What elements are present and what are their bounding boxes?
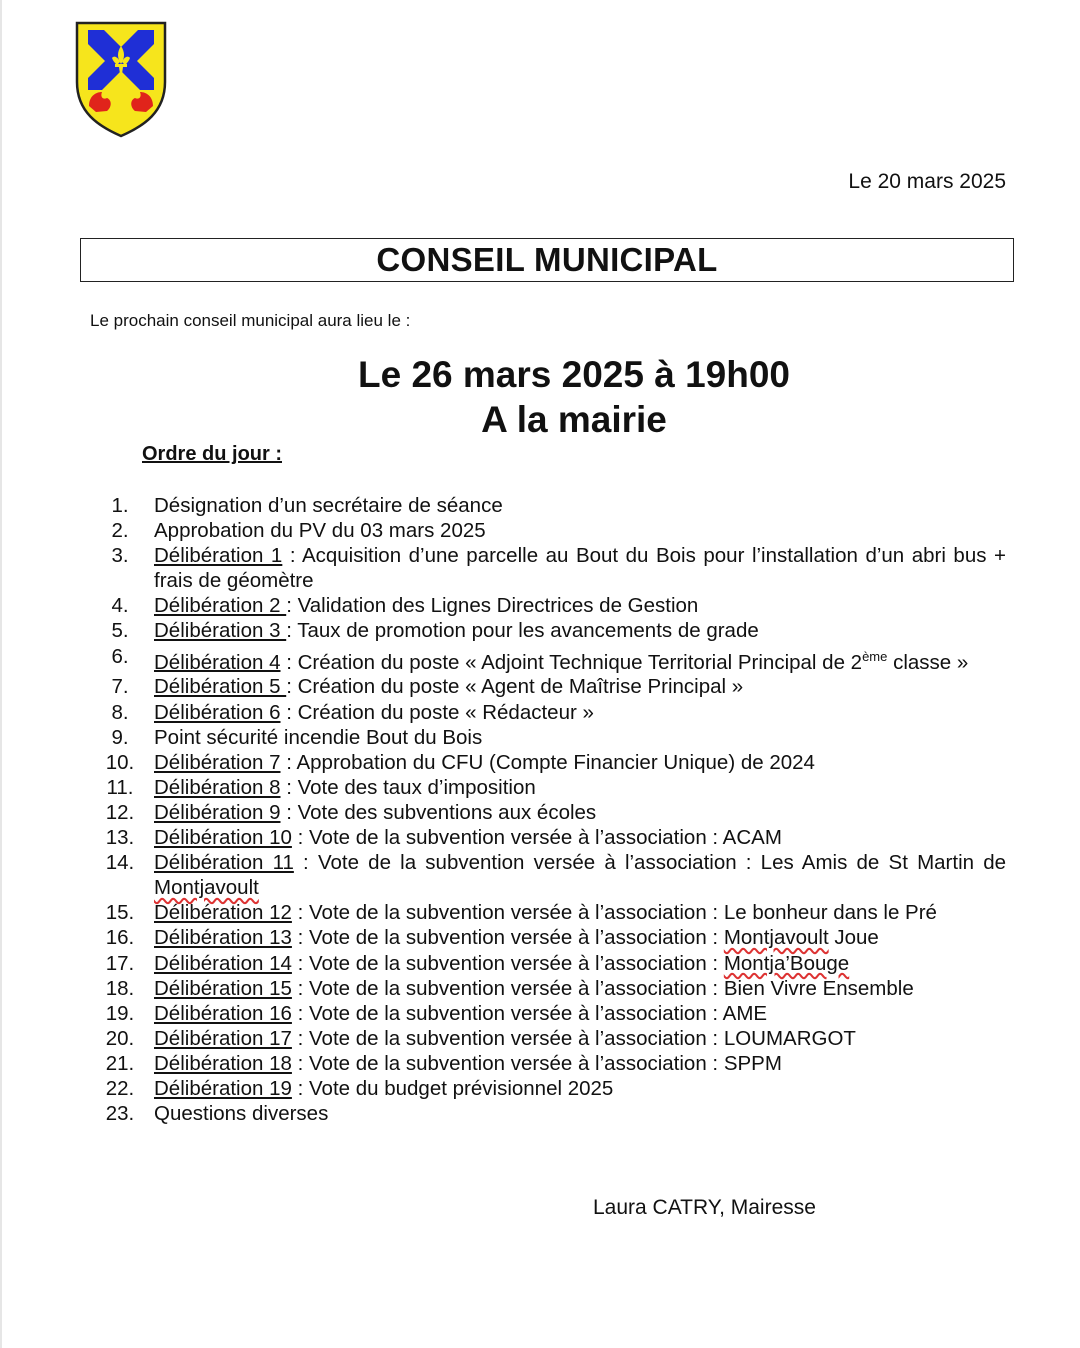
agenda-item-number: 19. bbox=[105, 1001, 135, 1025]
agenda-item-number: 20. bbox=[105, 1026, 135, 1050]
intro-text: Le prochain conseil municipal aura lieu le : bbox=[90, 311, 411, 330]
agenda-item-text: Vote de la subvention versée à l’association : Le bonheur dans le Pré bbox=[309, 901, 937, 925]
agenda-item-separator: : bbox=[291, 1076, 309, 1100]
agenda-item bbox=[100, 493, 1006, 518]
agenda-item-separator: : bbox=[282, 544, 302, 568]
agenda-item-separator: : bbox=[280, 700, 298, 724]
agenda-item bbox=[100, 1076, 1006, 1101]
agenda-item-deliberation: Délibération 19 bbox=[154, 1076, 292, 1100]
agenda-item-text: Création du poste « Agent de Maîtrise Principal » bbox=[297, 675, 744, 699]
agenda-item-flagged-word: Montja’Bouge bbox=[723, 951, 850, 975]
agenda-item-text-end: Joue bbox=[828, 926, 879, 950]
agenda-item-number: 23. bbox=[105, 1102, 135, 1126]
agenda-item-separator: : bbox=[280, 800, 298, 824]
agenda-item-number: 12. bbox=[105, 800, 135, 824]
agenda-item-text-end: classe » bbox=[887, 650, 969, 674]
agenda-item-number: 13. bbox=[105, 826, 135, 850]
agenda-item-superscript: ème bbox=[862, 648, 888, 664]
agenda-item-number: 10. bbox=[105, 750, 135, 774]
agenda-item-text: Vote de la subvention versée à l’association : bbox=[309, 926, 724, 950]
agenda-item-number: 1. bbox=[111, 494, 129, 517]
agenda-item bbox=[100, 700, 1006, 725]
agenda-item-deliberation: Délibération 17 bbox=[154, 1026, 292, 1050]
agenda-item-separator: : bbox=[280, 650, 298, 674]
agenda-item-text: Vote de la subvention versée à l’association : AME bbox=[309, 1001, 768, 1025]
agenda-item-separator: : bbox=[291, 1001, 309, 1025]
agenda-list bbox=[100, 493, 1006, 1126]
agenda-item-text: Création du poste « Rédacteur » bbox=[297, 700, 594, 724]
meeting-date: Le 26 mars 2025 à 19h00 bbox=[358, 354, 790, 395]
agenda-item-separator: : bbox=[291, 1026, 309, 1050]
agenda-item-text: Validation des Lignes Directrices de Gestion bbox=[297, 594, 699, 618]
agenda-item-number: 22. bbox=[105, 1076, 135, 1100]
meeting-location: A la mairie bbox=[481, 399, 667, 440]
agenda-item-text: Acquisition d’une parcelle au Bout du Bois pour l’installation d’un abri bus + frais de géomètre bbox=[154, 544, 1006, 593]
agenda-item-text: Vote des subventions aux écoles bbox=[297, 800, 597, 824]
agenda-item-separator: : bbox=[280, 750, 297, 774]
agenda-item-separator: : bbox=[291, 926, 309, 950]
agenda-item-text: Vote de la subvention versée à l’association : Bien Vivre Ensemble bbox=[309, 976, 914, 1000]
agenda-item bbox=[100, 1001, 1006, 1026]
agenda-item bbox=[100, 1101, 1006, 1126]
agenda-item bbox=[100, 825, 1006, 850]
agenda-item-number: 5. bbox=[111, 619, 129, 643]
document-date: Le 20 mars 2025 bbox=[848, 170, 1006, 193]
agenda-item-deliberation: Délibération 9 bbox=[154, 800, 281, 824]
agenda-item-text: Vote de la subvention versée à l’association : LOUMARGOT bbox=[309, 1026, 856, 1050]
agenda-item-deliberation: Délibération 8 bbox=[154, 775, 281, 799]
agenda-item bbox=[100, 850, 1006, 900]
agenda-item bbox=[100, 725, 1006, 750]
agenda-item-text: Vote du budget prévisionnel 2025 bbox=[309, 1076, 614, 1100]
agenda-item-deliberation: Délibération 4 bbox=[154, 650, 281, 674]
agenda-item bbox=[100, 976, 1006, 1001]
agenda-item-text: Questions diverses bbox=[154, 1102, 329, 1126]
agenda-item bbox=[100, 951, 1006, 976]
agenda-item-deliberation: Délibération 15 bbox=[154, 976, 292, 1000]
signature: Laura CATRY, Mairesse bbox=[593, 1196, 816, 1219]
agenda-item-number: 21. bbox=[105, 1051, 135, 1075]
agenda-item-number: 15. bbox=[105, 901, 135, 925]
agenda-item-number: 17. bbox=[105, 951, 135, 975]
agenda-item-separator: : bbox=[286, 594, 298, 618]
agenda-item bbox=[100, 900, 1006, 925]
agenda-item-separator: : bbox=[291, 976, 309, 1000]
agenda-item-text: Vote de la subvention versée à l’association : ACAM bbox=[309, 826, 782, 850]
agenda-item bbox=[100, 644, 1006, 675]
coat-of-arms-icon bbox=[74, 20, 168, 138]
agenda-item-deliberation: Délibération 12 bbox=[154, 901, 292, 925]
agenda-item-deliberation: Délibération 5 bbox=[154, 675, 287, 699]
agenda-item-number: 7. bbox=[111, 675, 129, 699]
page-title: CONSEIL MUNICIPAL bbox=[376, 241, 718, 278]
agenda-item-separator: : bbox=[291, 951, 309, 975]
agenda-item-text: Point sécurité incendie Bout du Bois bbox=[154, 725, 483, 749]
agenda-item-text: Approbation du PV du 03 mars 2025 bbox=[154, 519, 486, 543]
agenda-item-number: 4. bbox=[111, 594, 129, 618]
agenda-item-deliberation: Délibération 3 bbox=[154, 619, 287, 643]
agenda-item bbox=[100, 593, 1006, 618]
agenda-item bbox=[100, 674, 1006, 699]
title-box bbox=[80, 238, 1014, 282]
agenda-item bbox=[100, 618, 1006, 643]
agenda-item bbox=[100, 1026, 1006, 1051]
agenda-item-separator: : bbox=[286, 619, 298, 643]
agenda-item-number: 18. bbox=[105, 976, 135, 1000]
agenda-item bbox=[100, 925, 1006, 950]
agenda-item-text: Taux de promotion pour les avancements de grade bbox=[297, 619, 759, 643]
agenda-item-text: Vote des taux d’imposition bbox=[297, 775, 536, 799]
page-edge bbox=[0, 0, 2, 1348]
agenda-item-separator: : bbox=[291, 901, 309, 925]
agenda-item-deliberation: Délibération 11 bbox=[154, 851, 294, 875]
agenda-item-flagged-word: Montjavoult bbox=[723, 926, 829, 950]
agenda-item-number: 14. bbox=[105, 851, 135, 875]
agenda-item bbox=[100, 543, 1006, 593]
agenda-item-number: 11. bbox=[106, 775, 134, 799]
agenda-item-deliberation: Délibération 13 bbox=[154, 926, 292, 950]
agenda-item-text: Approbation du CFU (Compte Financier Unique) de 2024 bbox=[296, 750, 815, 774]
agenda-item-separator: : bbox=[280, 775, 298, 799]
agenda-item-separator: : bbox=[291, 1051, 309, 1075]
agenda-item-number: 3. bbox=[111, 544, 129, 568]
agenda-item-deliberation: Délibération 2 bbox=[154, 594, 287, 618]
agenda-item-separator: : bbox=[291, 826, 309, 850]
agenda-item-number: 9. bbox=[111, 725, 129, 749]
agenda-item-number: 2. bbox=[111, 519, 129, 543]
agenda-item-deliberation: Délibération 18 bbox=[154, 1051, 292, 1075]
agenda-item-text: Désignation d’un secrétaire de séance bbox=[154, 494, 503, 517]
agenda-item-text: Vote de la subvention versée à l’association : Les Amis de St Martin de bbox=[317, 851, 1007, 875]
agenda-item-deliberation: Délibération 16 bbox=[154, 1001, 292, 1025]
agenda-item-text: Vote de la subvention versée à l’association : bbox=[309, 951, 724, 975]
agenda-item-deliberation: Délibération 7 bbox=[154, 750, 281, 774]
agenda-item-text: Création du poste « Adjoint Technique Territorial Principal de 2 bbox=[297, 650, 863, 674]
agenda-item-deliberation: Délibération 14 bbox=[154, 951, 292, 975]
agenda-item bbox=[100, 1051, 1006, 1076]
agenda-item-flagged-word: Montjavoult bbox=[154, 876, 259, 900]
agenda-item-deliberation: Délibération 6 bbox=[154, 700, 281, 724]
agenda-item-deliberation: Délibération 10 bbox=[154, 826, 292, 850]
agenda-item bbox=[100, 775, 1006, 800]
agenda-heading: Ordre du jour : bbox=[142, 443, 282, 465]
agenda-item bbox=[100, 518, 1006, 543]
agenda-item-number: 16. bbox=[105, 926, 135, 950]
agenda-item bbox=[100, 800, 1006, 825]
agenda-item-number: 6. bbox=[111, 644, 129, 668]
agenda-item-separator: : bbox=[286, 675, 298, 699]
agenda-item-text: Vote de la subvention versée à l’association : SPPM bbox=[309, 1051, 782, 1075]
agenda-item-deliberation: Délibération 1 bbox=[154, 544, 283, 568]
agenda-item-number: 8. bbox=[111, 700, 129, 724]
agenda-item-separator: : bbox=[293, 851, 318, 875]
agenda-item bbox=[100, 750, 1006, 775]
